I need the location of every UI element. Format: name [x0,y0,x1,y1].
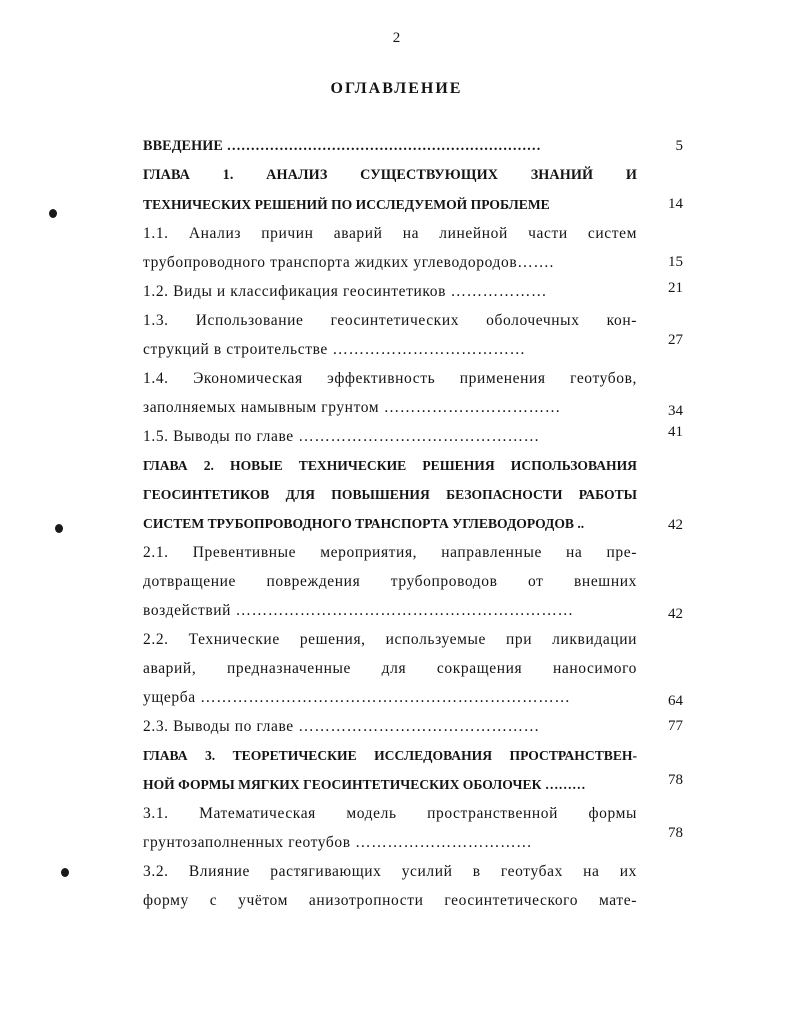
toc-line: 1.1. Анализ причин аварий на линейной части систем [143,225,637,242]
toc-line: трубопроводного транспорта жидких углеводородов……. [143,254,554,271]
toc-line: аварий, предназначенные для сокращения наносимого [143,660,637,677]
toc-entry-section-1-4[interactable] [143,364,683,422]
toc-page-number: 78 [668,772,683,788]
toc-entry-section-2-2[interactable] [143,625,683,712]
toc-line: 3.2. Влияние растягивающих усилий в геотубах на их [143,863,637,880]
toc-entry-chapter-2[interactable] [143,451,683,538]
toc-line: ГЛАВА 2. НОВЫЕ ТЕХНИЧЕСКИЕ РЕШЕНИЯ ИСПОЛЬЗОВАНИЯ [143,458,637,473]
toc-line: ТЕХНИЧЕСКИХ РЕШЕНИЙ ПО ИССЛЕДУЕМОЙ ПРОБЛЕМЕ [143,197,550,212]
toc-page-number: 15 [668,254,683,270]
toc-entry-section-1-3[interactable] [143,306,683,364]
toc-line: ГЛАВА 1. АНАЛИЗ СУЩЕСТВУЮЩИХ ЗНАНИЙ И [143,167,637,183]
toc-entry-section-3-2[interactable] [143,857,683,915]
toc-line: СИСТЕМ ТРУБОПРОВОДНОГО ТРАНСПОРТА УГЛЕВОДОРОДОВ .. [143,516,585,531]
toc-line: 2.3. Выводы по главе ……………………………………… [143,718,540,735]
toc-page-number: 5 [675,138,683,154]
toc-page-number: 27 [668,332,683,348]
toc-line: 2.1. Превентивные мероприятия, направленные на пре- [143,544,637,561]
table-of-contents-heading: ОГЛАВЛЕНИЕ [330,80,463,97]
table-of-contents [143,132,683,915]
toc-entry-section-2-1[interactable] [143,538,683,625]
toc-line: 2.2. Технические решения, используемые при ликвидации [143,631,637,648]
toc-line: струкций в строительстве ……………………………… [143,341,526,358]
toc-line: воздействий ……………………………………………………… [143,602,574,619]
toc-page-number: 14 [668,196,683,212]
toc-line: ВВЕДЕНИЕ ………………………………………………………… [143,138,541,154]
toc-page-number: 64 [668,693,683,709]
toc-entry-chapter-1[interactable] [143,161,683,219]
toc-line: грунтозаполненных геотубов …………………………… [143,834,533,851]
scan-speck [61,868,69,877]
toc-line: 1.2. Виды и классификация геосинтетиков ……………… [143,283,548,300]
scan-speck [49,209,57,218]
toc-page-number: 41 [668,424,683,440]
toc-entry-introduction[interactable] [143,132,683,161]
toc-entry-section-3-1[interactable] [143,799,683,857]
toc-page-number: 21 [668,280,683,296]
toc-line: форму с учётом анизотропности геосинтетического мате- [143,892,637,909]
toc-line: НОЙ ФОРМЫ МЯГКИХ ГЕОСИНТЕТИЧЕСКИХ ОБОЛОЧЕК ……… [143,777,586,792]
toc-line: 1.3. Использование геосинтетических оболочечных кон- [143,312,637,329]
toc-line: дотвращение повреждения трубопроводов от внешних [143,573,637,590]
toc-line: 1.4. Экономическая эффективность применения геотубов, [143,370,637,387]
toc-line: ущерба …………………………………………………………… [143,689,571,706]
toc-line: заполняемых намывным грунтом …………………………… [143,399,561,416]
toc-page-number: 42 [668,606,683,622]
toc-line: 3.1. Математическая модель пространственной формы [143,805,637,822]
toc-page-number: 78 [668,825,683,841]
toc-page-number: 34 [668,403,683,419]
toc-entry-section-1-2[interactable] [143,277,683,306]
page-number: 2 [392,30,401,46]
toc-page-number: 77 [668,718,683,734]
toc-entry-section-1-1[interactable] [143,219,683,277]
toc-page-number: 42 [668,517,683,533]
toc-line: 1.5. Выводы по главе ……………………………………… [143,428,540,445]
toc-line: ГЕОСИНТЕТИКОВ ДЛЯ ПОВЫШЕНИЯ БЕЗОПАСНОСТИ РАБОТЫ [143,487,637,502]
toc-entry-section-2-3[interactable] [143,712,683,741]
toc-entry-section-1-5[interactable] [143,422,683,451]
toc-line: ГЛАВА 3. ТЕОРЕТИЧЕСКИЕ ИССЛЕДОВАНИЯ ПРОСТРАНСТВЕН- [143,748,637,763]
toc-entry-chapter-3[interactable] [143,741,683,799]
scan-speck [55,524,63,533]
